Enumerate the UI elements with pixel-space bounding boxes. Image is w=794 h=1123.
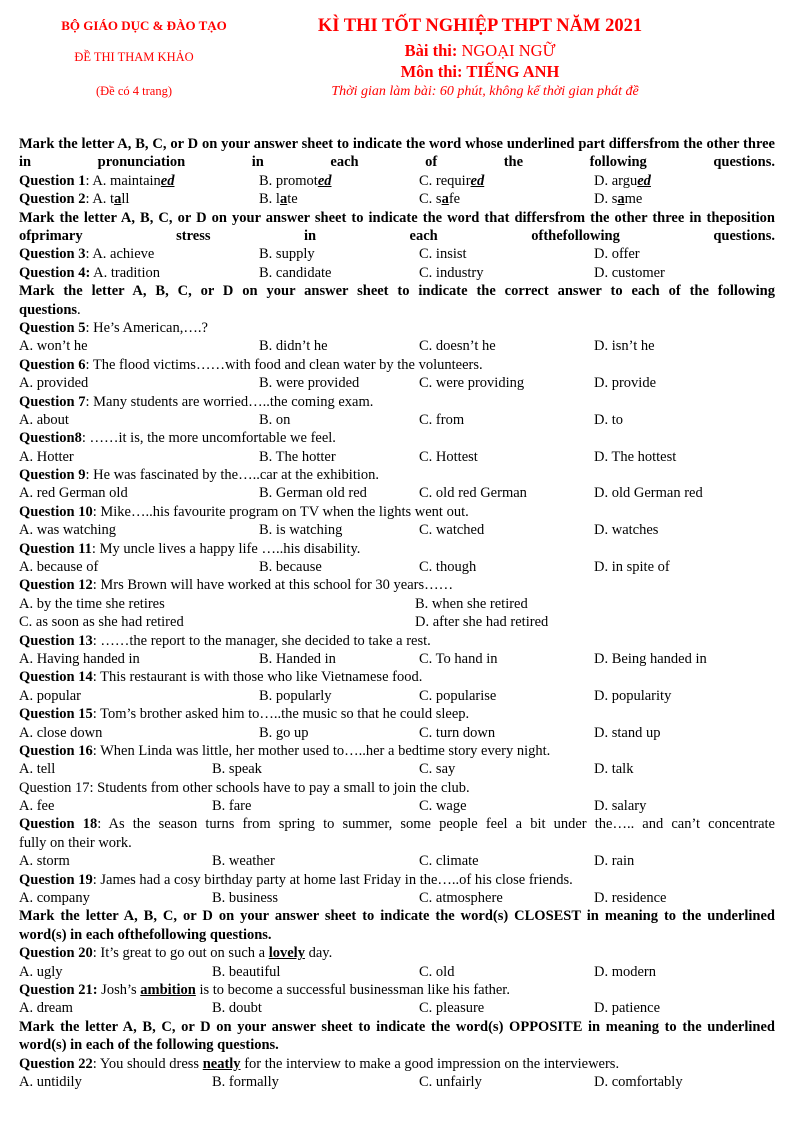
option-c: C. Hottest: [419, 448, 478, 465]
option-b: B. German old red: [259, 485, 367, 502]
option-b: B. business: [212, 890, 279, 907]
option-b: B. fare: [212, 798, 252, 815]
option-a: A. won’t he: [19, 338, 88, 355]
option-d: D. to: [594, 411, 623, 428]
options-row: [19, 484, 775, 502]
option-b: B. late: [259, 191, 298, 208]
option-a: A. popular: [19, 687, 82, 704]
section-instruction: Mark the letter A, B, C, or D on your answer sheet to indicate the word whose underlined part differsfrom the other three in pronunciation in each of the following questions.: [19, 136, 775, 171]
option-c: C. industry: [419, 264, 484, 281]
option-d: D. offer: [594, 246, 640, 263]
underlined-part: ed: [637, 172, 651, 189]
option-b: B. popularly: [259, 687, 332, 704]
question-14: Question 14: This restaurant is with those who like Vietnamese food.: [19, 669, 423, 686]
option-a: A. red German old: [19, 485, 128, 502]
option-c: C. unfairly: [419, 1073, 482, 1090]
underlined-word: ambition: [140, 982, 196, 999]
option-d: D. popularity: [594, 687, 672, 704]
option-c: C. pleasure: [419, 1000, 485, 1017]
option-d: D. The hottest: [594, 448, 677, 465]
option-b: B. The hotter: [259, 448, 336, 465]
options-row: [19, 595, 775, 613]
question-row: [19, 245, 775, 263]
exam-type: ĐỀ THI THAM KHẢO: [74, 50, 194, 64]
option-a: A. tell: [19, 761, 56, 778]
underlined-word: lovely: [268, 945, 305, 962]
option-c: C. say: [419, 761, 456, 778]
time-note: Thời gian làm bài: 60 phút, không kể thời gian phát đề: [331, 84, 639, 99]
question-9: Question 9: He was fascinated by the…..car at the exhibition.: [19, 467, 379, 484]
option-d: D. argued: [594, 172, 651, 189]
option-a: A. Hotter: [19, 448, 74, 465]
option-c: C. To hand in: [419, 650, 498, 667]
option-a: A. provided: [19, 375, 89, 392]
question-4: Question 4: A. tradition: [19, 264, 160, 281]
option-c: C. wage: [419, 798, 467, 815]
option-a: A. fee: [19, 798, 55, 815]
question-label: Question 11: [19, 540, 92, 557]
options-row: [19, 1073, 775, 1091]
option-a: A. company: [19, 890, 90, 907]
underlined-part: ed: [317, 172, 332, 189]
option-c: C. though: [419, 559, 477, 576]
option-d: D. comfortably: [594, 1073, 683, 1090]
option-b: B. weather: [212, 853, 275, 870]
question-row: [19, 190, 775, 208]
option-c: C. watched: [419, 522, 485, 539]
question-21: Question 21: Josh’s ambition is to become a successful businessman like his father.: [19, 982, 510, 999]
option-c: C. climate: [419, 853, 479, 870]
options-row: [19, 889, 775, 907]
question-12: Question 12: Mrs Brown will have worked at this school for 30 years……: [19, 577, 454, 594]
option-d: D. stand up: [594, 724, 661, 741]
question-label: Question 2: [19, 191, 86, 208]
question-label: Question 14: [19, 669, 93, 686]
option-d: D. watches: [594, 522, 659, 539]
option-c: C. from: [419, 411, 465, 428]
option-a: A. because of: [19, 559, 99, 576]
option-b: B. when she retired: [415, 595, 528, 612]
underlined-word: neatly: [202, 1055, 241, 1072]
options-row: [19, 448, 775, 466]
sub-subject-line: [280, 62, 680, 82]
subject-label: Bài thi:: [404, 41, 458, 60]
question-label: Question 3: [19, 246, 86, 263]
option-b: B. Handed in: [259, 650, 336, 667]
option-c: C. turn down: [419, 724, 496, 741]
question-6: Question 6: The flood victims……with food and clean water by the volunteers.: [19, 356, 483, 373]
option-b: B. didn’t he: [259, 338, 328, 355]
option-d: D. same: [594, 191, 643, 208]
subject-value: NGOẠI NGỮ: [461, 41, 556, 60]
option-c: C. were providing: [419, 375, 525, 392]
option-b: B. promoted: [259, 172, 332, 189]
option-d: D. provide: [594, 375, 657, 392]
subject-line: [280, 41, 680, 61]
option-c: C. atmosphere: [419, 890, 503, 907]
underlined-part: ed: [160, 172, 175, 189]
option-c: C. old: [419, 963, 455, 980]
question-label: Question 6: [19, 356, 86, 373]
option-b: B. is watching: [259, 522, 343, 539]
question-18-cont: fully on their work.: [19, 834, 132, 851]
option-d: D. salary: [594, 798, 647, 815]
option-b: B. beautiful: [212, 963, 281, 980]
exam-content: [19, 135, 775, 1091]
section-instruction: Mark the letter A, B, C, or D on your answer sheet to indicate the word(s) OPPOSITE in meaning to the underlined word(s) in each of the following questions.: [19, 1018, 775, 1054]
question-label: Question8: [19, 430, 82, 447]
question-label: Question 20: [19, 945, 93, 962]
options-row: [19, 521, 775, 539]
options-row: [19, 374, 775, 392]
option-d: D. isn’t he: [594, 338, 655, 355]
option-d: D. customer: [594, 264, 665, 281]
option-b: B. were provided: [259, 375, 360, 392]
question-label: Question 10: [19, 503, 93, 520]
question-8: Question8: ……it is, the more uncomfortable we feel.: [19, 430, 336, 447]
option-d: D. in spite of: [594, 559, 670, 576]
section-instruction: Mark the letter A, B, C, or D on your answer sheet to indicate the word that differsfrom the other three in theposition ofprimary stress in each ofthefollowing questions.: [19, 209, 775, 244]
section-instruction-cont: questions.: [19, 301, 81, 318]
question-20: Question 20: It’s great to go out on such a lovely day.: [19, 945, 333, 962]
option-b: B. candidate: [259, 264, 332, 281]
option-a: A. close down: [19, 724, 103, 741]
question-label: Question 4:: [19, 264, 91, 281]
options-row: [19, 613, 775, 631]
option-d: D. Being handed in: [594, 650, 707, 667]
question-17: Question 17: Students from other schools have to pay a small to join the club.: [19, 779, 470, 796]
question-label: Question 16: [19, 742, 93, 759]
option-a: A. about: [19, 411, 69, 428]
question-18: Question 18: As the season turns from spring to summer, some people feel a bit under the….. and can’t concentrate: [19, 816, 775, 833]
option-a: A. ugly: [19, 963, 63, 980]
options-row: [19, 760, 775, 778]
option-b: B. go up: [259, 724, 309, 741]
option-c: C. doesn’t he: [419, 338, 496, 355]
question-row: [19, 172, 775, 190]
option-b: B. on: [259, 411, 291, 428]
options-row: [19, 650, 775, 668]
options-row: [19, 558, 775, 576]
option-a: A. was watching: [19, 522, 117, 539]
section-instruction: Mark the letter A, B, C, or D on your answer sheet to indicate the correct answer to each of the following: [19, 283, 775, 300]
option-a: A. untidily: [19, 1073, 82, 1090]
question-13: Question 13: ……the report to the manager, she decided to take a rest.: [19, 632, 431, 649]
options-row: [19, 411, 775, 429]
question-3: Question 3: A. achieve: [19, 246, 155, 263]
option-d: D. old German red: [594, 485, 703, 502]
question-10: Question 10: Mike…..his favourite program on TV when the lights went out.: [19, 503, 469, 520]
option-b: B. formally: [212, 1073, 279, 1090]
question-label: Question 21:: [19, 982, 98, 999]
option-d: D. modern: [594, 963, 657, 980]
option-a: A. dream: [19, 1000, 73, 1017]
options-row: [19, 963, 775, 981]
options-row: [19, 797, 775, 815]
option-b: B. speak: [212, 761, 262, 778]
underlined-part: a: [114, 191, 122, 208]
section-instruction: Mark the letter A, B, C, or D on your answer sheet to indicate the word(s) CLOSEST in meaning to the underlined word(s) in each ofthefollowing questions.: [19, 908, 775, 943]
option-c: C. insist: [419, 246, 467, 263]
question-label: Question 7: [19, 393, 86, 410]
ministry-name: BỘ GIÁO DỤC & ĐÀO TẠO: [61, 18, 227, 33]
question-label: Question 18: [19, 816, 98, 833]
option-c: C. popularise: [419, 687, 497, 704]
option-a: A. Having handed in: [19, 650, 140, 667]
question-label: Question 5: [19, 319, 86, 336]
option-d: D. residence: [594, 890, 667, 907]
options-row: [19, 852, 775, 870]
question-11: Question 11: My uncle lives a happy life …..his disability.: [19, 540, 361, 557]
option-c: C. old red German: [419, 485, 527, 502]
options-row: [19, 999, 775, 1017]
question-label: Question 9: [19, 467, 86, 484]
option-c: C. as soon as she had retired: [19, 614, 184, 631]
sub-subject-value: TIẾNG ANH: [466, 62, 560, 81]
question-19: Question 19: James had a cosy birthday party at home last Friday in the…..of his close friends.: [19, 871, 573, 888]
question-label: Question 13: [19, 632, 93, 649]
question-label: Question 1: [19, 172, 86, 189]
options-row: [19, 337, 775, 355]
options-row: [19, 687, 775, 705]
exam-title: KÌ THI TỐT NGHIỆP THPT NĂM 2021: [317, 16, 643, 36]
pages-note: (Đề có 4 trang): [95, 84, 172, 98]
option-a: A. maintain: [92, 172, 161, 189]
question-label: Question 22: [19, 1055, 93, 1072]
exam-header: [0, 0, 794, 110]
option-d: D. after she had retired: [415, 614, 549, 631]
option-b: B. doubt: [212, 1000, 262, 1017]
question-row: [19, 264, 775, 282]
question-15: Question 15: Tom’s brother asked him to…..the music so that he could sleep.: [19, 706, 470, 723]
question-label: Question 15: [19, 706, 93, 723]
option-d: D. patience: [594, 1000, 661, 1017]
option-b: B. because: [259, 559, 322, 576]
question-label: Question 17: [19, 779, 90, 796]
option-b: B. supply: [259, 246, 315, 263]
question-16: Question 16: When Linda was little, her mother used to…..her a bedtime story every night.: [19, 742, 551, 759]
option-c: C. required: [419, 172, 485, 189]
sub-subject-label: Môn thi:: [400, 62, 463, 81]
underlined-part: ed: [470, 172, 485, 189]
question-label: Question 19: [19, 871, 93, 888]
question-1: Question 1: A. maintained: [19, 172, 175, 189]
option-a: A. storm: [19, 853, 70, 870]
question-22: Question 22: You should dress neatly for the interview to make a good impression on the interviewers.: [19, 1055, 620, 1072]
option-a: A. by the time she retires: [19, 595, 165, 612]
option-d: D. rain: [594, 853, 635, 870]
question-7: Question 7: Many students are worried…..the coming exam.: [19, 393, 374, 410]
question-5: Question 5: He’s American,….?: [19, 319, 208, 336]
question-label: Question 12: [19, 577, 93, 594]
question-2: Question 2: A. tall: [19, 191, 130, 208]
option-c: C. safe: [419, 191, 461, 208]
option-d: D. talk: [594, 761, 634, 778]
options-row: [19, 724, 775, 742]
